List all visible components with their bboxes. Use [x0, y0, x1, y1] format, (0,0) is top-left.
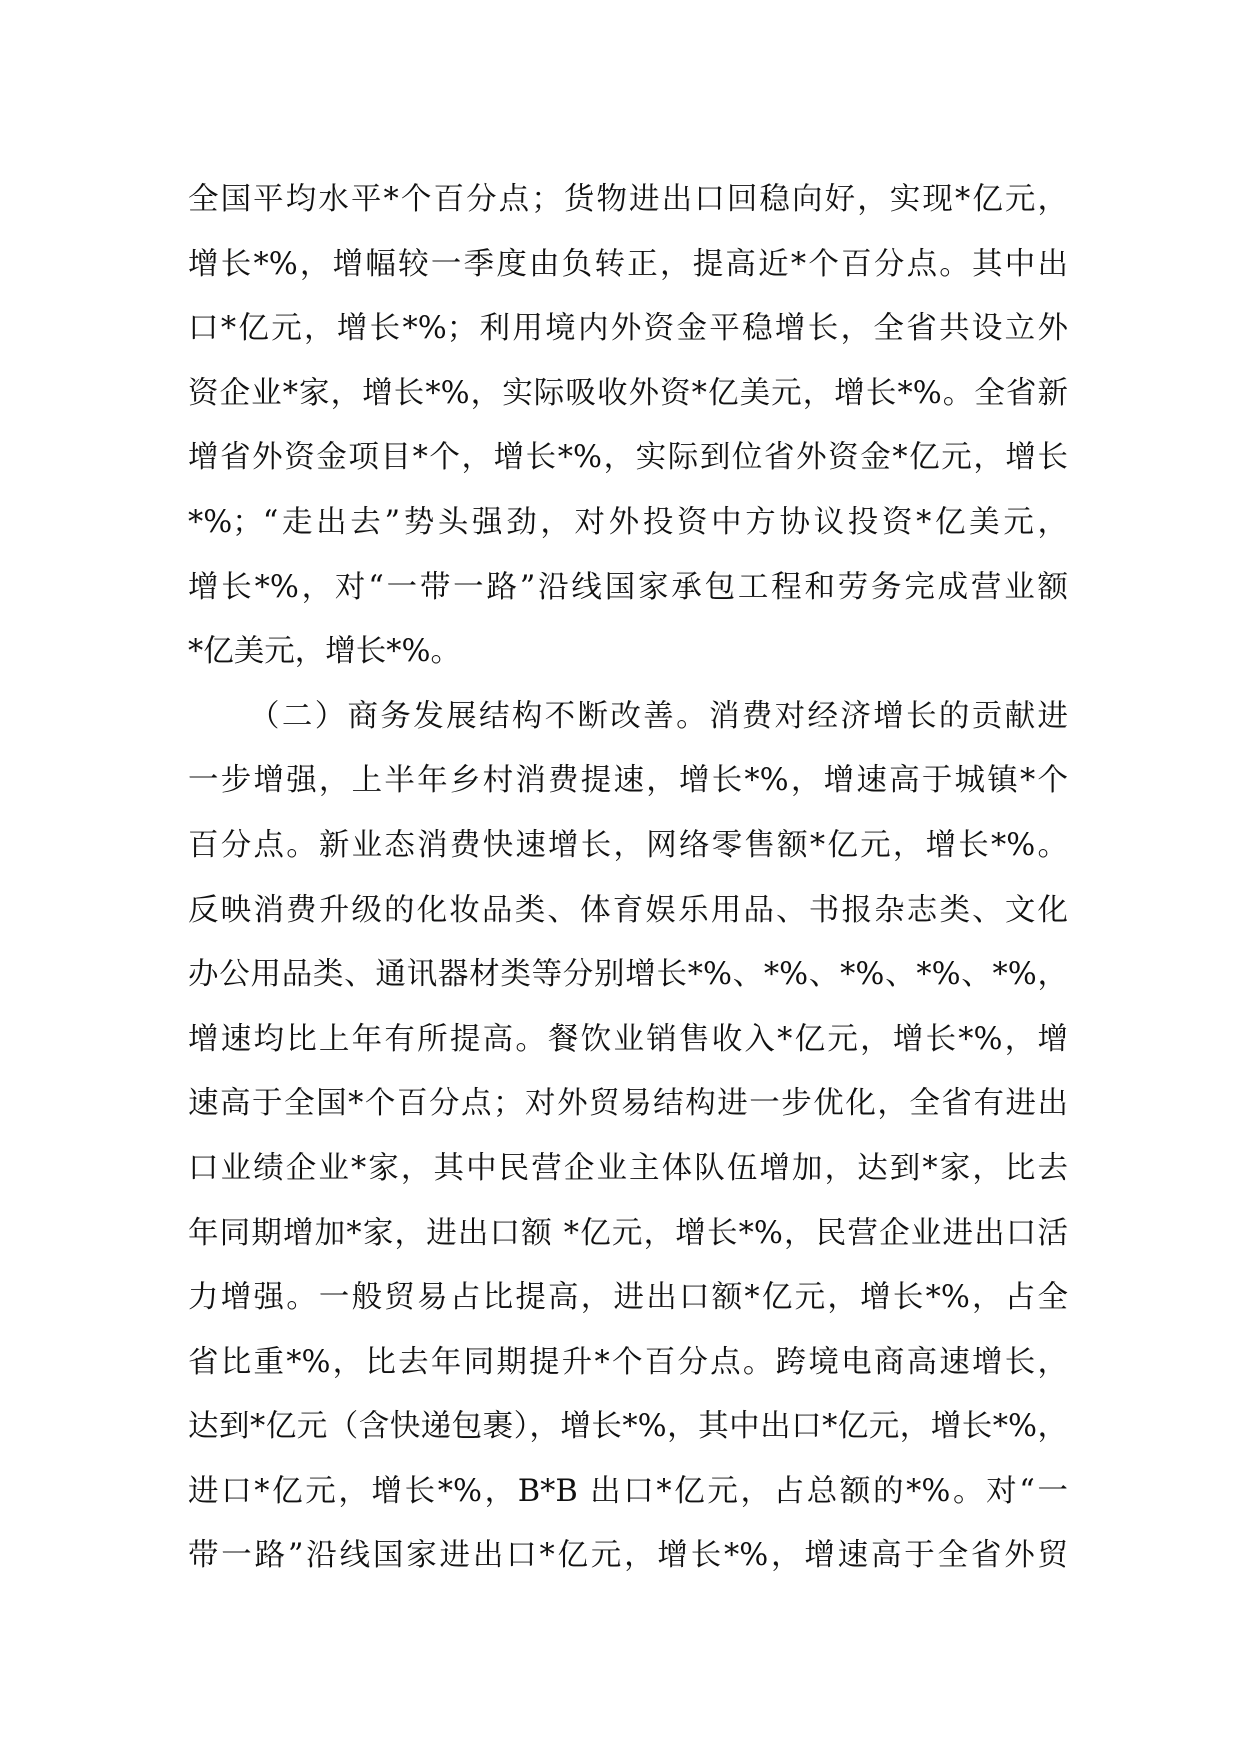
text-line: 百分点。新业态消费快速增长，网络零售额*亿元，增长*%。 [188, 827, 1068, 863]
text-line: 带一路”沿线国家进出口*亿元，增长*%，增速高于全省外贸 [188, 1538, 1068, 1574]
text-line: 口*亿元，增长*%；利用境内外资金平稳增长，全省共设立外 [188, 311, 1068, 347]
text-line: 年同期增加*家，进出口额 *亿元，增长*%，民营企业进出口活 [188, 1215, 1068, 1251]
text-line: 口业绩企业*家，其中民营企业主体队伍增加，达到*家，比去 [188, 1150, 1068, 1186]
paragraph-structure-improvement [188, 685, 1068, 1589]
text-line: 反映消费升级的化妆品类、体育娱乐用品、书报杂志类、文化 [188, 892, 1068, 928]
text-line: *亿美元，增长*%。 [188, 634, 461, 670]
text-line: 一步增强，上半年乡村消费提速，增长*%，增速高于城镇*个 [188, 763, 1068, 799]
text-line: *%；“走出去”势头强劲，对外投资中方协议投资*亿美元， [188, 504, 1068, 540]
document-body [188, 168, 1068, 1589]
text-line: 力增强。一般贸易占比提高，进出口额*亿元，增长*%，占全 [188, 1280, 1068, 1316]
text-line: 进口*亿元，增长*%，B*B 出口*亿元，占总额的*%。对“一 [188, 1473, 1068, 1509]
text-line: 资企业*家，增长*%，实际吸收外资*亿美元，增长*%。全省新 [188, 375, 1068, 411]
text-line: 达到*亿元（含快递包裹），增长*%，其中出口*亿元，增长*%， [188, 1409, 1068, 1445]
text-line: 速高于全国*个百分点；对外贸易结构进一步优化，全省有进出 [188, 1086, 1068, 1122]
text-line: 省比重*%，比去年同期提升*个百分点。跨境电商高速增长， [188, 1344, 1068, 1380]
text-line: 全国平均水平*个百分点；货物进出口回稳向好，实现*亿元， [188, 182, 1068, 217]
text-line: 增长*%，增幅较一季度由负转正，提高近*个百分点。其中出 [188, 246, 1068, 282]
paragraph-trade-performance [188, 168, 1068, 685]
text-line: 办公用品类、通讯器材类等分别增长*%、*%、*%、*%、*%， [188, 957, 1068, 993]
section-heading-line: （二）商务发展结构不断改善。消费对经济增长的贡献进 [249, 698, 1068, 734]
text-line: 增省外资金项目*个，增长*%，实际到位省外资金*亿元，增长 [188, 440, 1068, 476]
text-line: 增长*%，对“一带一路”沿线国家承包工程和劳务完成营业额 [188, 569, 1068, 605]
text-line: 增速均比上年有所提高。餐饮业销售收入*亿元，增长*%，增 [188, 1021, 1068, 1057]
